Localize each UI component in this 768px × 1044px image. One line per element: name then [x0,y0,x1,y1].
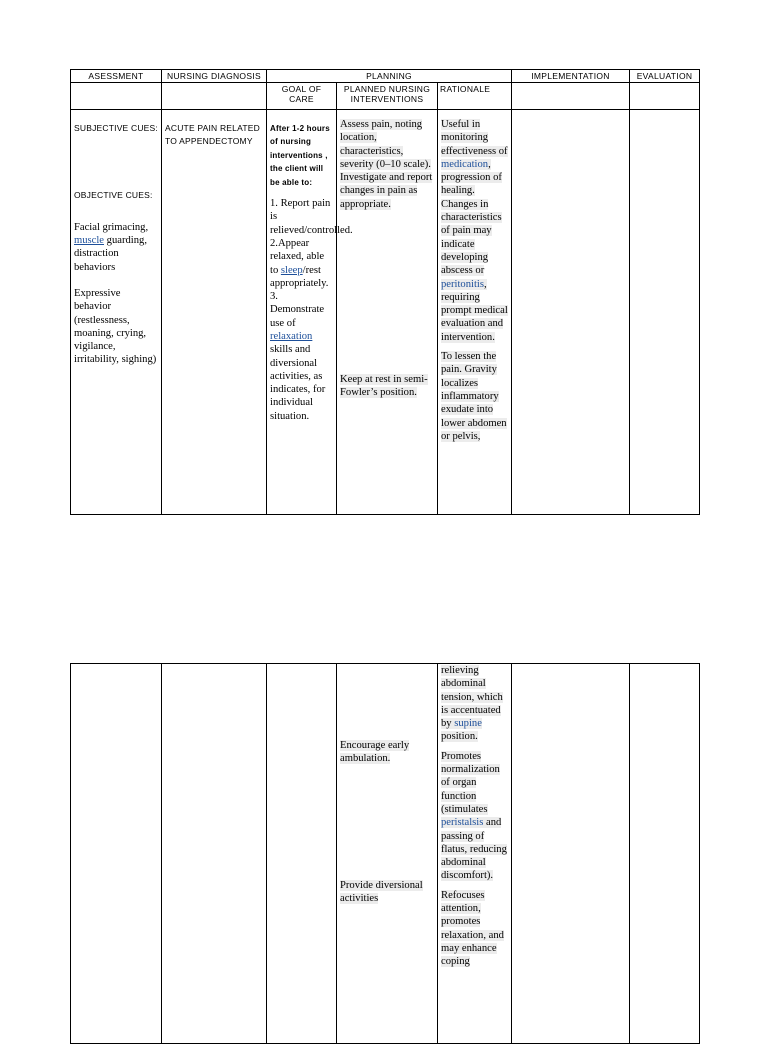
header-planning: PLANNING [267,70,512,83]
intervention-4: Provide diversional activities [340,879,423,904]
rationale-cell-cont [438,664,512,1044]
evaluation-cell [630,110,700,515]
header-assessment: ASESSMENT [71,70,162,83]
care-plan-table-page-2 [70,663,700,1044]
assessment-cell-cont [71,664,162,1044]
header-goal-of-care: GOAL OF CARE [267,83,337,110]
subheader-empty-3 [512,83,630,110]
header-planned-interventions: PLANNED NURSING INTERVENTIONS [337,83,438,110]
interventions-cell-cont [337,664,438,1044]
diagnosis-cell [162,110,267,515]
subheader-empty-2 [162,83,267,110]
muscle-link[interactable]: muscle [74,235,105,247]
rationale-3: Promotes normalization of organ function (stimulates peristalsis and passing of flatus, reducing abdominal discomfort). [441,750,507,882]
rationale-cell [438,110,512,515]
goal-1: 1. Report pain is relieved/controlled. [270,198,353,236]
rationale-2: To lessen the pain. Gravity localizes inflammatory exudate into lower abdomen or pelvis, [441,351,507,442]
subheader-empty-1 [71,83,162,110]
subheader-empty-4 [630,83,700,110]
header-nursing-diagnosis: NURSING DIAGNOSIS [162,70,267,83]
intervention-2: Keep at rest in semi-Fowler’s position. [340,374,428,399]
peristalsis-link[interactable]: peristalsis [441,817,484,829]
sleep-link[interactable]: sleep [280,264,303,276]
rationale-4: Refocuses attention, promotes relaxation, and may enhance coping [441,889,504,968]
goal-cell-cont [267,664,337,1044]
interventions-cell [337,110,438,515]
intervention-3: Encourage early ambulation. [340,740,410,765]
nursing-diagnosis-text: ACUTE PAIN RELATED TO APPENDECTOMY [165,123,260,147]
assessment-cell [71,110,162,515]
evaluation-cell-cont [630,664,700,1044]
relaxation-link[interactable]: relaxation [270,331,313,342]
objective-cues-label: OBJECTIVE CUES: [74,190,153,201]
implementation-cell [512,110,630,515]
goal-3: 3. Demonstrate use of relaxation skills and diversional activities, as indicates, for individual situation. [270,291,326,422]
goal-cell [267,110,353,515]
medication-link[interactable]: medication [441,158,489,170]
subjective-cues-label: SUBJECTIVE CUES: [74,123,158,133]
objective-cue-2: Expressive behavior (restlessness, moaning, crying, vigilance, irritability, sighing) [74,288,157,366]
diagnosis-cell-cont [162,664,267,1044]
header-evaluation: EVALUATION [630,70,700,83]
intervention-1: Assess pain, noting location, characteristics, severity (0–10 scale). Investigate and report changes in pain as appropriate. [340,119,433,210]
peritonitis-link[interactable]: peritonitis [441,278,484,290]
implementation-cell-cont [512,664,630,1044]
care-plan-table-page-1 [70,69,700,515]
header-rationale: RATIONALE [438,83,512,110]
rationale-2-continued: relieving abdominal tension, which is accentuated by supine position. [441,665,503,743]
objective-cue-1: Facial grimacing, muscle guarding, distraction behaviors [74,221,149,273]
header-implementation: IMPLEMENTATION [512,70,630,83]
supine-link[interactable]: supine [454,718,482,730]
rationale-1: Useful in monitoring effectiveness of medication, progression of healing. Changes in characteristics of pain may indicate developing abscess or peritonitis, requiring prompt medical evaluation and intervention. [441,119,508,343]
goal-2: 2.Appear relaxed, able to sleep/rest appropriately. [270,237,329,289]
goal-intro: After 1-2 hours of nursing interventions , the client will be able to: [270,124,330,187]
